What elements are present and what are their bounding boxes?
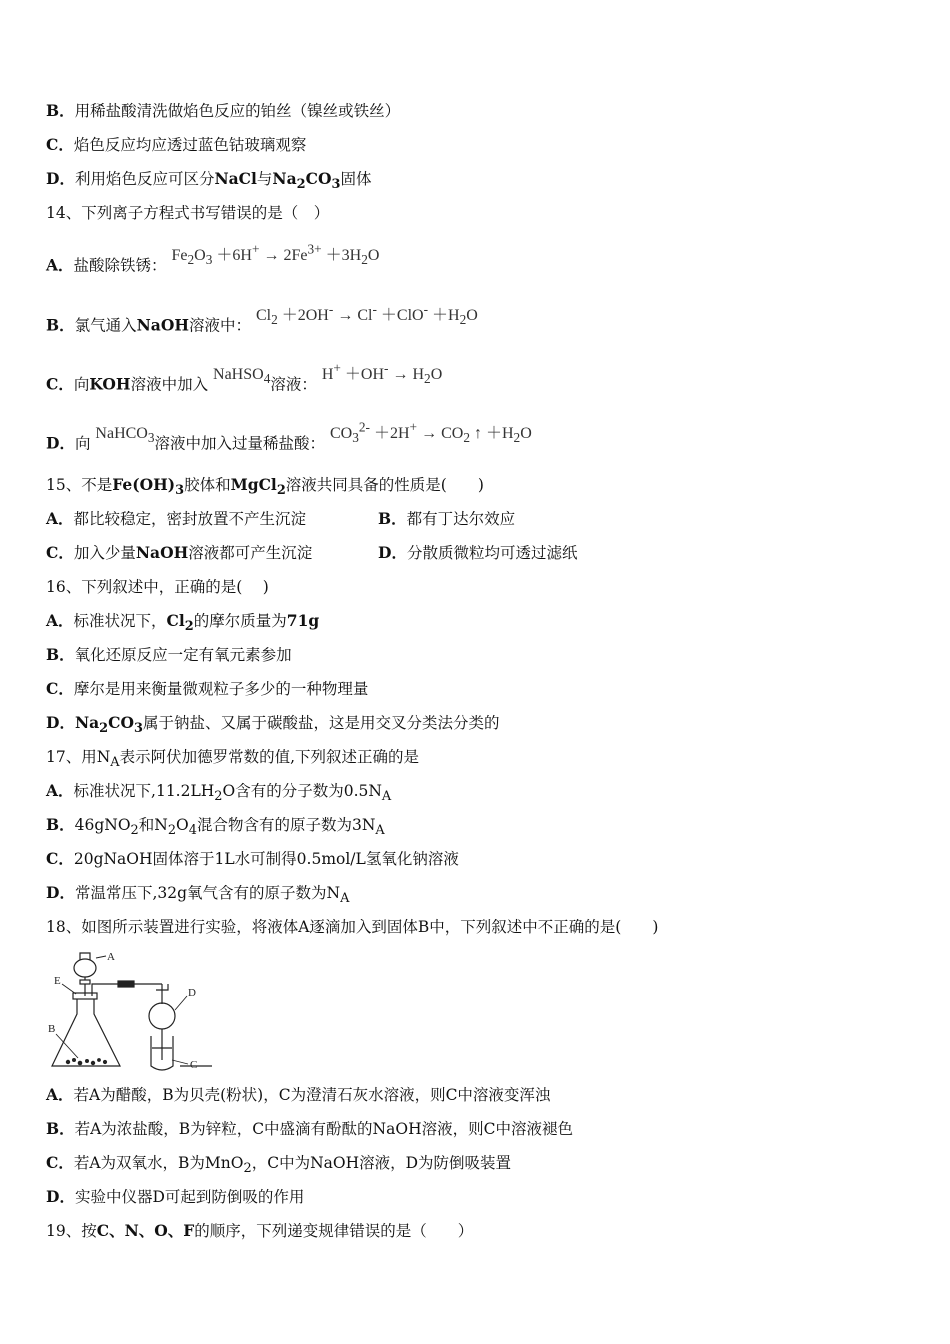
q18-option-b: B．若A为浓盐酸，B为锌粒，C中盛滴有酚酞的NaOH溶液，则C中溶液褪色 [46,1119,573,1138]
q17-option-b: B．46gNO$_2$和$N_2O_4$混合物含有的原子数为$3N_A$ [46,815,385,839]
q17-option-c: C．20gNaOH固体溶于1L水可制得0.5mol/L氢氧化钠溶液 [46,849,459,868]
q13-option-d: D．利用焰色反应可区分NaCl与$Na_2CO_3$固体 [46,169,372,193]
q18-stem: 18、如图所示装置进行实验，将液体A逐滴加入到固体B中，下列叙述中不正确的是( ) [46,918,659,936]
q14-option-b: B．氯气通入NaOH溶液中： $Cl_2 +2OH^- \to Cl^- +ClO^- +H_2O$ [46,302,478,335]
q17-stem: 17、用$N_A$表示阿伏加德罗常数的值,下列叙述正确的是 [46,748,420,771]
q15-option-c: C．加入少量NaOH溶液都可产生沉淀 [46,543,313,562]
q16-option-b: B．氧化还原反应一定有氧元素参加 [46,645,292,664]
label-B: B [48,1023,56,1035]
q15-row2 [46,543,906,563]
q15-option-a: A．都比较稳定，密封放置不产生沉淀 [46,509,307,528]
solid-particles [66,1058,107,1065]
q14-option-c: C．向KOH溶液中加入 NaHSO$_4$溶液： $H^+ +OH^- \to H_2O$ [46,361,443,394]
q14-stem: 14、下列离子方程式书写错误的是（ ） [46,204,330,222]
label-A: A [107,951,115,963]
q15-stem: 15、不是$Fe(OH)_3$胶体和MgCl$_2$溶液共同具备的性质是( ) [46,475,484,499]
label-E: E [54,975,61,987]
q18-option-d: D．实验中仪器D可起到防倒吸的作用 [46,1187,305,1206]
q15-option-b: B．都有丁达尔效应 [378,509,516,528]
q18-option-a: A．若A为醋酸，B为贝壳(粉状)，C为澄清石灰水溶液，则C中溶液变浑浊 [46,1085,551,1104]
q15-row1 [46,509,906,529]
q14-d-formula: NaHCO$_3$ [95,425,155,446]
label-C: C [190,1059,198,1071]
q14-c-formula: NaHSO$_4$ [213,366,271,387]
apparatus-figure [44,948,214,1076]
q16-option-d: D．$Na_2CO_3$属于钠盐、又属于碳酸盐，这是用交叉分类法分类的 [46,713,500,737]
q16-option-a: A．标准状况下，$Cl_2$的摩尔质量为71g [46,611,320,635]
q17-option-a: A．标准状况下$,11.2LH_2O$含有的分子数为$0.5N_A$ [46,781,392,805]
q14-option-d: D．向 NaHCO$_3$溶液中加入过量稀盐酸： $CO_3^{2-} +2H^+ \to CO_2$ ↑ $+H_2O$ [46,420,532,453]
q13-option-b: B．用稀盐酸清洗做焰色反应的铂丝（镍丝或铁丝） [46,101,401,120]
q16-stem: 16、下列叙述中，正确的是( ) [46,578,269,596]
q14-option-a: A．盐酸除铁锈： $Fe_2O_3 +6H^+ \to 2Fe^{3+} +3H_2O$ [46,242,380,275]
q16-option-c: C．摩尔是用来衡量微观粒子多少的一种物理量 [46,679,369,698]
q17-option-d: D．常温常压下,32g氧气含有的原子数为$N_A$ [46,883,350,907]
q19-stem: 19、按C、N、O、F的顺序，下列递变规律错误的是（ ） [46,1221,474,1240]
label-D: D [188,987,196,999]
q15-option-d: D．分散质微粒均可透过滤纸 [378,543,578,562]
q14-b-equation: $Cl_2 +2OH^- \to Cl^- +ClO^- +H_2O$ [255,302,478,328]
q14-c-equation: $H^+ +OH^- \to H_2O$ [321,361,443,387]
q13-option-c: C．焰色反应均应透过蓝色钴玻璃观察 [46,135,307,154]
q14-a-equation: $Fe_2O_3 +6H^+ \to 2Fe^{3+} +3H_2O$ [171,242,380,268]
q18-option-c: C．若A为双氧水，B为MnO$_2$，C中为NaOH溶液，D为防倒吸装置 [46,1153,512,1177]
q14-d-equation: $CO_3^{2-} +2H^+ \to CO_2$ ↑ $+H_2O$ [329,420,532,446]
